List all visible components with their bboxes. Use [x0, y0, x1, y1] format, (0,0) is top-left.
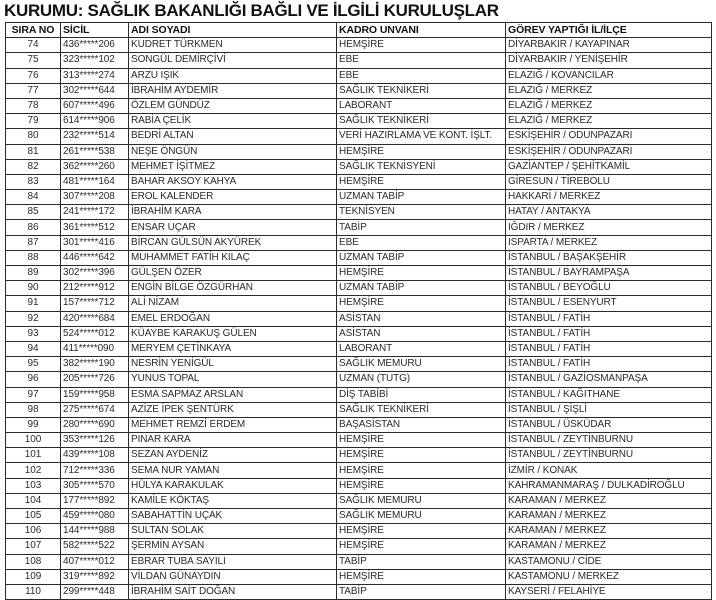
cell-kadro-unvani: EBE — [337, 235, 506, 250]
table-row — [6, 478, 712, 493]
table-row — [6, 387, 712, 402]
cell-gorev-yeri: İSTANBUL / ZEYTİNBURNU — [506, 448, 712, 463]
cell-gorev-yeri: İSTANBUL / FATİH — [506, 341, 712, 356]
cell-sira-no: 76 — [6, 68, 61, 83]
table-row — [6, 220, 712, 235]
cell-sira-no: 85 — [6, 205, 61, 220]
cell-sicil: 614*****906 — [61, 114, 129, 129]
cell-sira-no: 86 — [6, 220, 61, 235]
cell-kadro-unvani: SAĞLIK MEMURU — [337, 493, 506, 508]
cell-gorev-yeri: KASTAMONU / CİDE — [506, 554, 712, 569]
cell-sira-no: 83 — [6, 174, 61, 189]
cell-adi-soyadi: MEHMET İŞİTMEZ — [129, 159, 337, 174]
cell-sicil: 323*****102 — [61, 53, 129, 68]
cell-gorev-yeri: KARAMAN / MERKEZ — [506, 524, 712, 539]
cell-adi-soyadi: ARZU IŞIK — [129, 68, 337, 83]
table-row — [6, 250, 712, 265]
cell-sicil: 382*****190 — [61, 357, 129, 372]
table-row — [6, 296, 712, 311]
cell-adi-soyadi: SONGÜL DEMİRÇİVİ — [129, 53, 337, 68]
cell-sira-no: 95 — [6, 357, 61, 372]
cell-sira-no: 89 — [6, 266, 61, 281]
cell-kadro-unvani: ASİSTAN — [337, 311, 506, 326]
cell-gorev-yeri: ELAZIĞ / MERKEZ — [506, 98, 712, 113]
cell-sira-no: 96 — [6, 372, 61, 387]
cell-kadro-unvani: BAŞASİSTAN — [337, 417, 506, 432]
cell-adi-soyadi: GÜLŞEN ÖZER — [129, 266, 337, 281]
cell-sicil: 159*****958 — [61, 387, 129, 402]
cell-sira-no: 102 — [6, 463, 61, 478]
table-row — [6, 281, 712, 296]
cell-kadro-unvani: LABORANT — [337, 341, 506, 356]
cell-sicil: 420*****684 — [61, 311, 129, 326]
cell-kadro-unvani: SAĞLIK TEKNİSYENİ — [337, 159, 506, 174]
cell-sira-no: 93 — [6, 326, 61, 341]
table-row — [6, 554, 712, 569]
cell-kadro-unvani: LABORANT — [337, 98, 506, 113]
header-sicil: SİCİL — [61, 23, 129, 38]
cell-kadro-unvani: HEMŞİRE — [337, 144, 506, 159]
cell-kadro-unvani: SAĞLIK MEMURU — [337, 509, 506, 524]
cell-adi-soyadi: PINAR KARA — [129, 433, 337, 448]
cell-gorev-yeri: İSTANBUL / BEYOĞLU — [506, 281, 712, 296]
cell-kadro-unvani: ASİSTAN — [337, 326, 506, 341]
cell-sicil: 302*****396 — [61, 266, 129, 281]
cell-sicil: 481*****164 — [61, 174, 129, 189]
cell-adi-soyadi: KAMİLE KÖKTAŞ — [129, 493, 337, 508]
table-row — [6, 448, 712, 463]
cell-gorev-yeri: IĞDIR / MERKEZ — [506, 220, 712, 235]
table-row — [6, 493, 712, 508]
cell-adi-soyadi: EMEL ERDOĞAN — [129, 311, 337, 326]
cell-gorev-yeri: KARAMAN / MERKEZ — [506, 509, 712, 524]
cell-kadro-unvani: HEMŞİRE — [337, 296, 506, 311]
cell-gorev-yeri: İSTANBUL / FATİH — [506, 311, 712, 326]
cell-adi-soyadi: ENSAR UÇAR — [129, 220, 337, 235]
cell-sira-no: 88 — [6, 250, 61, 265]
cell-sicil: 144*****988 — [61, 524, 129, 539]
cell-adi-soyadi: ALİ NİZAM — [129, 296, 337, 311]
cell-sicil: 459*****080 — [61, 509, 129, 524]
cell-kadro-unvani: HEMŞİRE — [337, 569, 506, 584]
cell-kadro-unvani: EBE — [337, 53, 506, 68]
cell-kadro-unvani: HEMŞİRE — [337, 174, 506, 189]
cell-adi-soyadi: EBRAR TUBA SAYILI — [129, 554, 337, 569]
cell-sicil: 212*****912 — [61, 281, 129, 296]
header-adi-soyadi: ADI SOYADI — [129, 23, 337, 38]
cell-sira-no: 78 — [6, 98, 61, 113]
table-row — [6, 341, 712, 356]
cell-sira-no: 94 — [6, 341, 61, 356]
cell-kadro-unvani: SAĞLIK TEKNİKERİ — [337, 114, 506, 129]
cell-kadro-unvani: HEMŞİRE — [337, 433, 506, 448]
cell-kadro-unvani: HEMŞİRE — [337, 266, 506, 281]
cell-adi-soyadi: SULTAN SOLAK — [129, 524, 337, 539]
cell-sicil: 301*****416 — [61, 235, 129, 250]
cell-gorev-yeri: KAYSERİ / FELAHİYE — [506, 584, 712, 599]
cell-gorev-yeri: İSTANBUL / ÜSKÜDAR — [506, 417, 712, 432]
cell-sicil: 275*****674 — [61, 402, 129, 417]
cell-sira-no: 98 — [6, 402, 61, 417]
cell-sicil: 361*****512 — [61, 220, 129, 235]
cell-gorev-yeri: GAZİANTEP / ŞEHİTKAMİL — [506, 159, 712, 174]
cell-gorev-yeri: İSTANBUL / BAYRAMPAŞA — [506, 266, 712, 281]
cell-sira-no: 82 — [6, 159, 61, 174]
cell-adi-soyadi: VİLDAN GÜNAYDIN — [129, 569, 337, 584]
cell-sira-no: 107 — [6, 539, 61, 554]
cell-adi-soyadi: SABAHATTİN UÇAK — [129, 509, 337, 524]
cell-sicil: 407*****012 — [61, 554, 129, 569]
cell-sicil: 299*****448 — [61, 584, 129, 599]
cell-gorev-yeri: ELAZIĞ / MERKEZ — [506, 83, 712, 98]
cell-kadro-unvani: SAĞLIK MEMURU — [337, 357, 506, 372]
cell-gorev-yeri: ESKİŞEHİR / ODUNPAZARI — [506, 144, 712, 159]
cell-gorev-yeri: İSTANBUL / ESENYURT — [506, 296, 712, 311]
cell-sicil: 446*****642 — [61, 250, 129, 265]
table-row — [6, 129, 712, 144]
table-row — [6, 235, 712, 250]
cell-kadro-unvani: UZMAN (TUTG) — [337, 372, 506, 387]
cell-adi-soyadi: BİRCAN GÜLSÜN AKYÜREK — [129, 235, 337, 250]
cell-gorev-yeri: İSTANBUL / FATİH — [506, 326, 712, 341]
cell-sicil: 307*****208 — [61, 190, 129, 205]
table-row — [6, 357, 712, 372]
cell-adi-soyadi: ENGİN BİLGE ÖZGÜRHAN — [129, 281, 337, 296]
table-row — [6, 83, 712, 98]
cell-gorev-yeri: KASTAMONU / MERKEZ — [506, 569, 712, 584]
cell-sira-no: 103 — [6, 478, 61, 493]
cell-gorev-yeri: KARAMAN / MERKEZ — [506, 493, 712, 508]
table-row — [6, 174, 712, 189]
cell-sicil: 319*****892 — [61, 569, 129, 584]
cell-gorev-yeri: ESKİŞEHİR / ODUNPAZARI — [506, 129, 712, 144]
cell-adi-soyadi: NESRİN YENİGÜL — [129, 357, 337, 372]
cell-kadro-unvani: HEMŞİRE — [337, 38, 506, 53]
cell-sicil: 177*****892 — [61, 493, 129, 508]
cell-kadro-unvani: UZMAN TABİP — [337, 250, 506, 265]
cell-gorev-yeri: İSTANBUL / BAŞAKŞEHİR — [506, 250, 712, 265]
table-row — [6, 38, 712, 53]
table-row — [6, 584, 712, 599]
cell-adi-soyadi: İBRAHİM KARA — [129, 205, 337, 220]
cell-gorev-yeri: İSTANBUL / ŞİŞLİ — [506, 402, 712, 417]
cell-sira-no: 100 — [6, 433, 61, 448]
cell-gorev-yeri: İSTANBUL / KAĞITHANE — [506, 387, 712, 402]
cell-sicil: 524*****012 — [61, 326, 129, 341]
cell-kadro-unvani: UZMAN TABİP — [337, 281, 506, 296]
cell-gorev-yeri: HAKKARİ / MERKEZ — [506, 190, 712, 205]
cell-gorev-yeri: İSTANBUL / FATİH — [506, 357, 712, 372]
cell-gorev-yeri: KAHRAMANMARAŞ / DULKADİROĞLU — [506, 478, 712, 493]
cell-sicil: 232*****514 — [61, 129, 129, 144]
cell-adi-soyadi: İBRAHİM SAİT DOĞAN — [129, 584, 337, 599]
cell-adi-soyadi: KÜAYBE KARAKUŞ GÜLEN — [129, 326, 337, 341]
cell-sira-no: 108 — [6, 554, 61, 569]
header-sira-no: SIRA NO — [6, 23, 61, 38]
table-row — [6, 266, 712, 281]
cell-gorev-yeri: İZMİR / KONAK — [506, 463, 712, 478]
cell-kadro-unvani: HEMŞİRE — [337, 478, 506, 493]
cell-adi-soyadi: RABİA ÇELİK — [129, 114, 337, 129]
cell-sicil: 436*****206 — [61, 38, 129, 53]
cell-sicil: 305*****570 — [61, 478, 129, 493]
table-row — [6, 190, 712, 205]
cell-sira-no: 80 — [6, 129, 61, 144]
table-row — [6, 311, 712, 326]
cell-gorev-yeri: İSTANBUL / GAZİOSMANPAŞA — [506, 372, 712, 387]
table-body — [6, 38, 712, 600]
cell-gorev-yeri: KARAMAN / MERKEZ — [506, 539, 712, 554]
cell-adi-soyadi: ÖZLEM GÜNDÜZ — [129, 98, 337, 113]
cell-adi-soyadi: NEŞE ÖNGÜN — [129, 144, 337, 159]
cell-adi-soyadi: YUNUS TOPAL — [129, 372, 337, 387]
cell-adi-soyadi: ESMA SAPMAZ ARSLAN — [129, 387, 337, 402]
cell-adi-soyadi: HÜLYA KARAKULAK — [129, 478, 337, 493]
table-row — [6, 402, 712, 417]
table-row — [6, 326, 712, 341]
table-row — [6, 159, 712, 174]
cell-sira-no: 75 — [6, 53, 61, 68]
cell-sira-no: 77 — [6, 83, 61, 98]
cell-sicil: 261*****538 — [61, 144, 129, 159]
cell-sira-no: 109 — [6, 569, 61, 584]
cell-kadro-unvani: HEMŞİRE — [337, 539, 506, 554]
cell-gorev-yeri: ELAZIĞ / KOVANCILAR — [506, 68, 712, 83]
personnel-table-container — [5, 22, 711, 600]
cell-adi-soyadi: MEHMET REMZİ ERDEM — [129, 417, 337, 432]
cell-sira-no: 104 — [6, 493, 61, 508]
personnel-table — [5, 22, 712, 600]
table-row — [6, 569, 712, 584]
table-row — [6, 372, 712, 387]
table-row — [6, 114, 712, 129]
cell-gorev-yeri: HATAY / ANTAKYA — [506, 205, 712, 220]
cell-sicil: 205*****726 — [61, 372, 129, 387]
cell-gorev-yeri: İSTANBUL / ZEYTİNBURNU — [506, 433, 712, 448]
cell-kadro-unvani: SAĞLIK TEKNİKERİ — [337, 83, 506, 98]
cell-sira-no: 106 — [6, 524, 61, 539]
cell-sicil: 302*****644 — [61, 83, 129, 98]
cell-sira-no: 105 — [6, 509, 61, 524]
cell-sicil: 439*****108 — [61, 448, 129, 463]
cell-sira-no: 99 — [6, 417, 61, 432]
cell-kadro-unvani: EBE — [337, 68, 506, 83]
table-header-row — [6, 23, 712, 38]
table-row — [6, 463, 712, 478]
table-row — [6, 524, 712, 539]
cell-sicil: 582*****522 — [61, 539, 129, 554]
cell-adi-soyadi: EROL KALENDER — [129, 190, 337, 205]
cell-kadro-unvani: HEMŞİRE — [337, 524, 506, 539]
cell-gorev-yeri: GİRESUN / TİREBOLU — [506, 174, 712, 189]
cell-adi-soyadi: MERYEM ÇETİNKAYA — [129, 341, 337, 356]
cell-kadro-unvani: DİŞ TABİBİ — [337, 387, 506, 402]
cell-sicil: 157*****712 — [61, 296, 129, 311]
cell-sicil: 353*****126 — [61, 433, 129, 448]
table-row — [6, 144, 712, 159]
cell-gorev-yeri: DİYARBAKIR / KAYAPINAR — [506, 38, 712, 53]
cell-adi-soyadi: SEMA NUR YAMAN — [129, 463, 337, 478]
table-row — [6, 205, 712, 220]
cell-sira-no: 101 — [6, 448, 61, 463]
cell-adi-soyadi: BAHAR AKSOY KAHYA — [129, 174, 337, 189]
cell-adi-soyadi: ŞERMİN AYSAN — [129, 539, 337, 554]
table-row — [6, 539, 712, 554]
cell-adi-soyadi: AZİZE İPEK ŞENTÜRK — [129, 402, 337, 417]
cell-sira-no: 84 — [6, 190, 61, 205]
cell-gorev-yeri: ELAZIĞ / MERKEZ — [506, 114, 712, 129]
cell-adi-soyadi: SEZAN AYDENİZ — [129, 448, 337, 463]
cell-sira-no: 81 — [6, 144, 61, 159]
header-kadro-unvani: KADRO UNVANI — [337, 23, 506, 38]
cell-kadro-unvani: VERİ HAZIRLAMA VE KONT. İŞLT. — [337, 129, 506, 144]
table-row — [6, 68, 712, 83]
cell-sicil: 313*****274 — [61, 68, 129, 83]
cell-kadro-unvani: SAĞLIK TEKNİKERİ — [337, 402, 506, 417]
table-row — [6, 98, 712, 113]
cell-sira-no: 91 — [6, 296, 61, 311]
cell-kadro-unvani: TABİP — [337, 220, 506, 235]
cell-kadro-unvani: UZMAN TABİP — [337, 190, 506, 205]
cell-kadro-unvani: TABİP — [337, 584, 506, 599]
cell-sira-no: 74 — [6, 38, 61, 53]
cell-kadro-unvani: TABİP — [337, 554, 506, 569]
table-row — [6, 509, 712, 524]
cell-sira-no: 92 — [6, 311, 61, 326]
cell-sicil: 362*****260 — [61, 159, 129, 174]
cell-adi-soyadi: KUDRET TÜRKMEN — [129, 38, 337, 53]
cell-adi-soyadi: BEDRİ ALTAN — [129, 129, 337, 144]
cell-sicil: 241*****172 — [61, 205, 129, 220]
cell-adi-soyadi: İBRAHİM AYDEMİR — [129, 83, 337, 98]
cell-sira-no: 110 — [6, 584, 61, 599]
cell-kadro-unvani: HEMŞİRE — [337, 448, 506, 463]
cell-sicil: 607*****496 — [61, 98, 129, 113]
cell-gorev-yeri: ISPARTA / MERKEZ — [506, 235, 712, 250]
cell-sicil: 280*****690 — [61, 417, 129, 432]
table-row — [6, 53, 712, 68]
document-title: KURUMU: SAĞLIK BAKANLIĞI BAĞLI VE İLGİLİ KURULUŞLAR — [4, 1, 499, 20]
table-row — [6, 433, 712, 448]
cell-kadro-unvani: TEKNİSYEN — [337, 205, 506, 220]
cell-sicil: 712*****336 — [61, 463, 129, 478]
cell-sira-no: 79 — [6, 114, 61, 129]
table-row — [6, 417, 712, 432]
header-gorev-yeri: GÖREV YAPTIĞI İL/İLÇE — [506, 23, 712, 38]
cell-sicil: 411*****090 — [61, 341, 129, 356]
cell-sira-no: 97 — [6, 387, 61, 402]
cell-sira-no: 90 — [6, 281, 61, 296]
cell-gorev-yeri: DİYARBAKIR / YENİŞEHİR — [506, 53, 712, 68]
cell-kadro-unvani: HEMŞİRE — [337, 463, 506, 478]
cell-sira-no: 87 — [6, 235, 61, 250]
cell-adi-soyadi: MUHAMMET FATİH KILAÇ — [129, 250, 337, 265]
